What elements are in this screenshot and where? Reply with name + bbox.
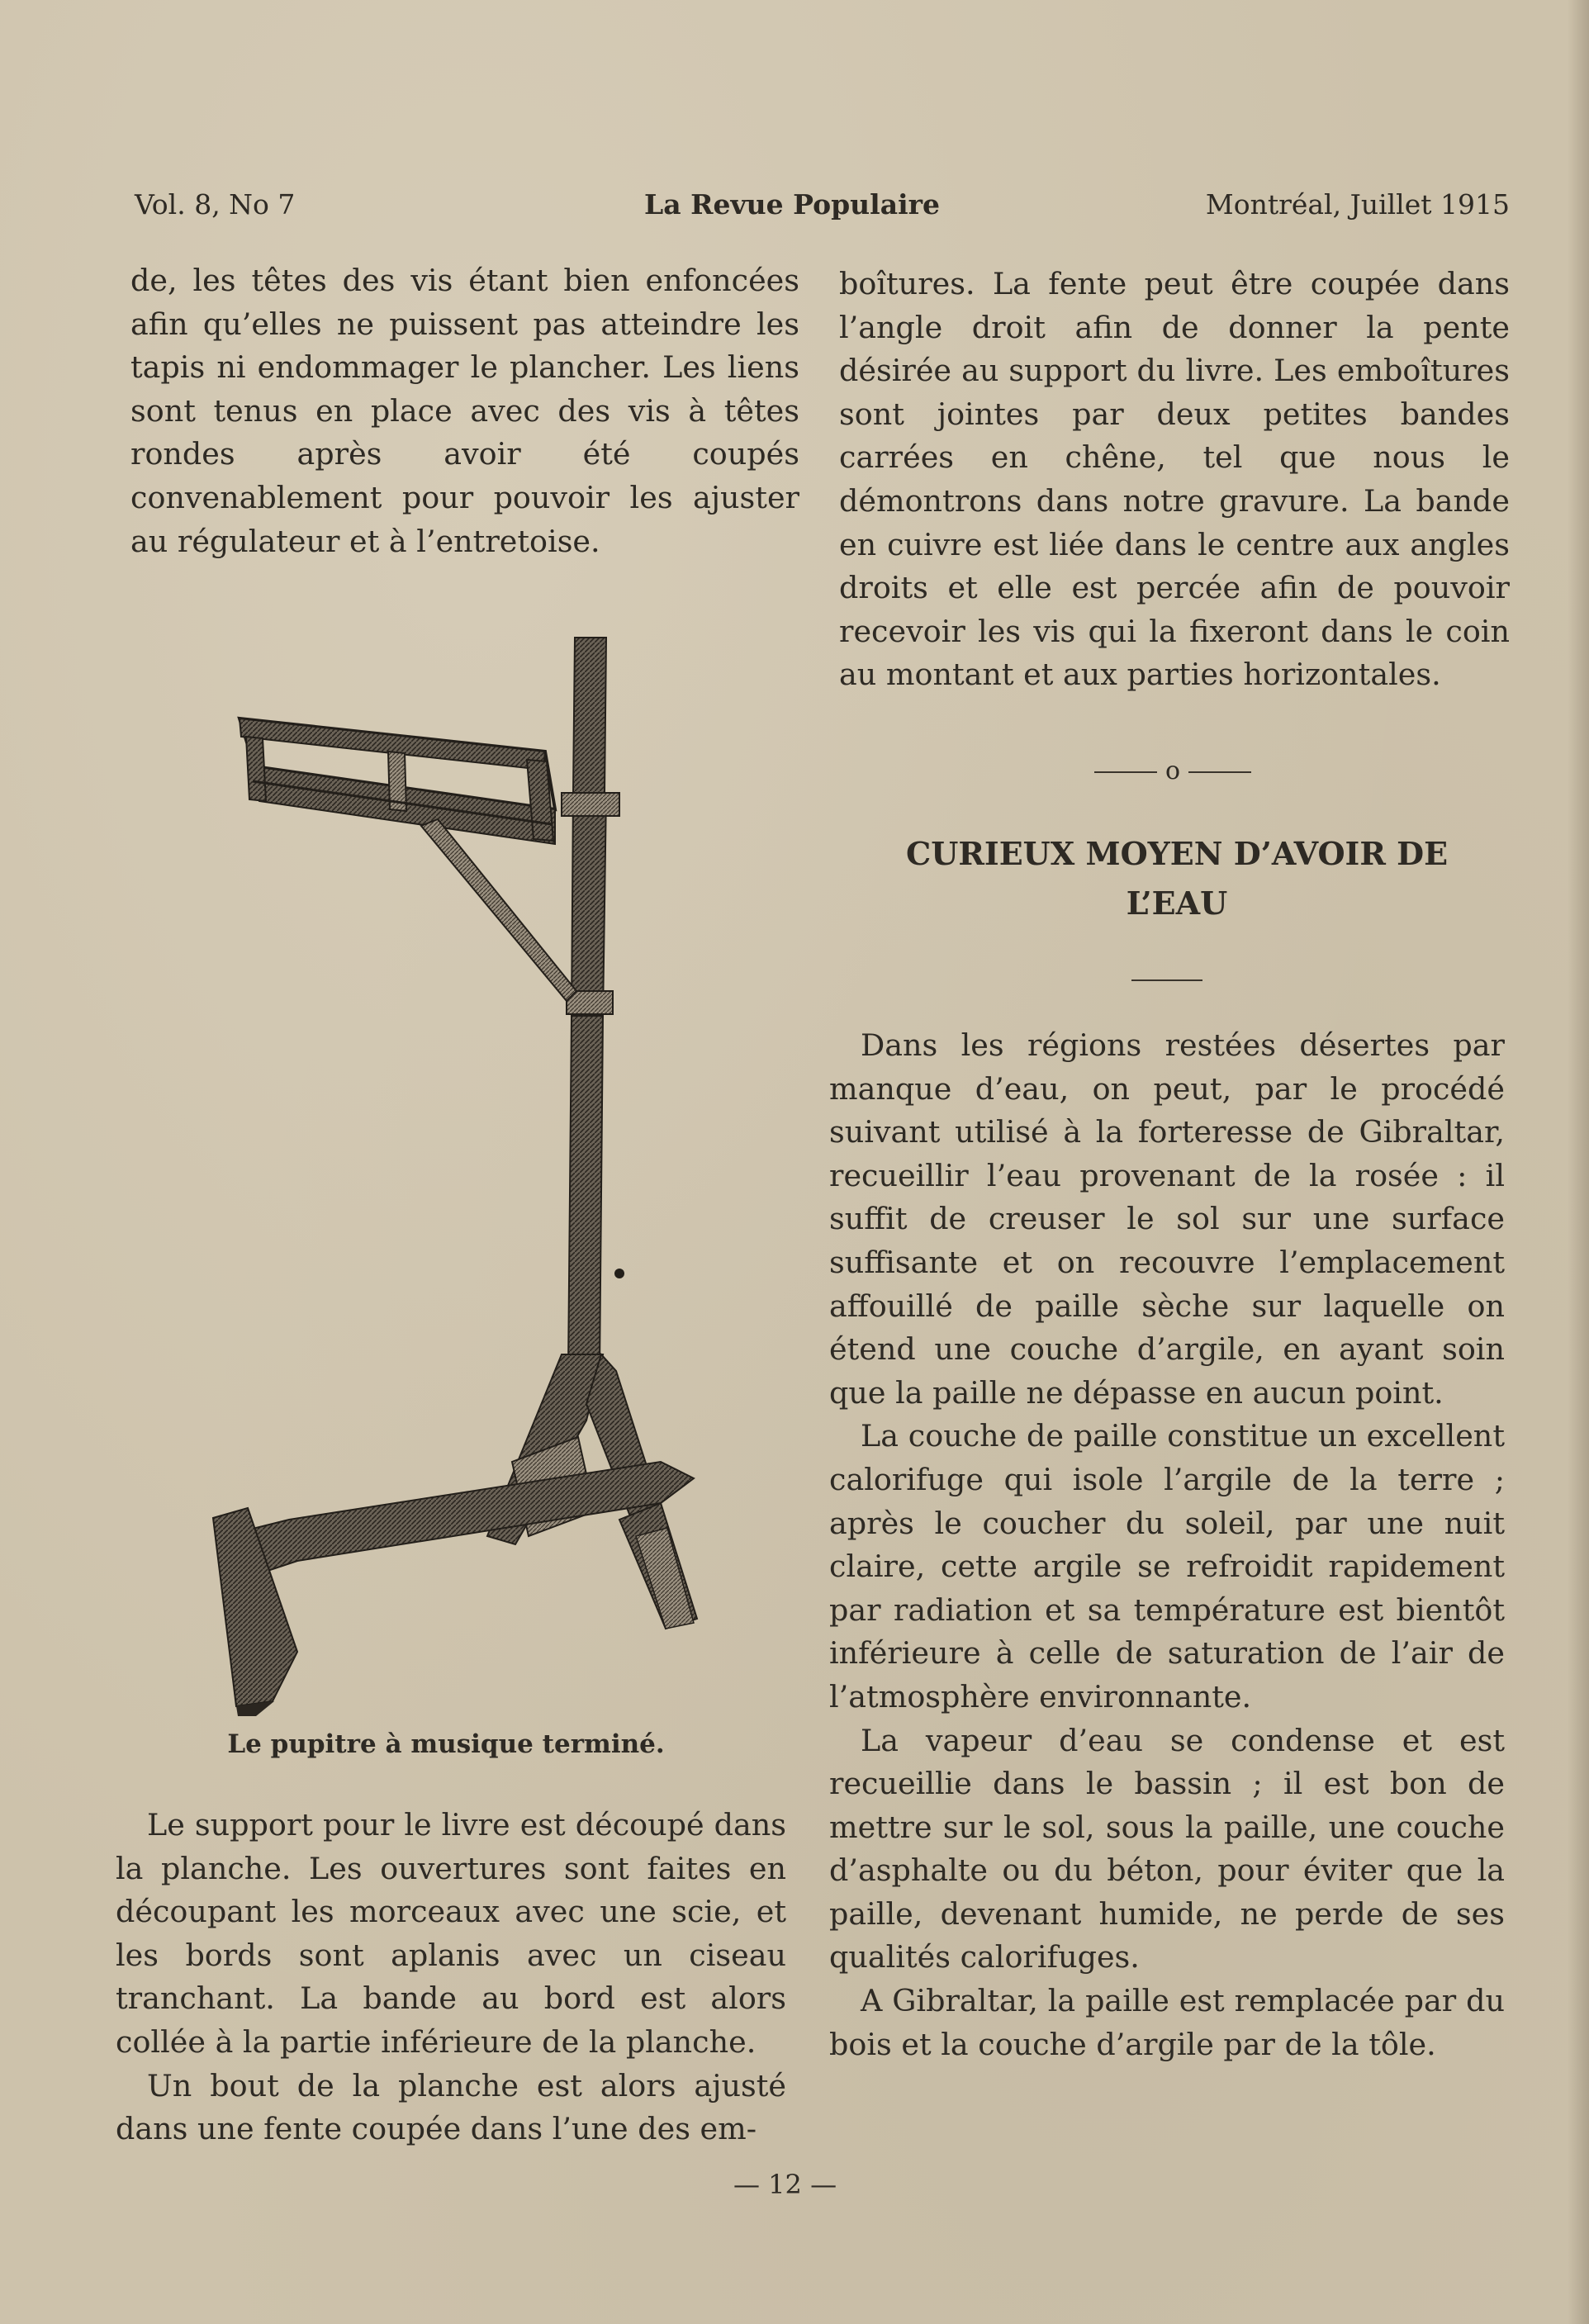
paragraph: Dans les régions restées désertes par manque d’eau, on peut, par le procédé suivant utilisé à la forteresse de Gibraltar, recueillir l’eau provenant de la rosée : il suffit de creuser le sol sur une surface suffisante et on recouvre l’emplacement affouillé de paille sèche sur laquelle on étend une couche d’argile, en ayant soin que la paille ne dépasse en aucun point. xyxy=(829,1027,1505,1411)
paragraph: La vapeur d’eau se condense et est recueillie dans le bassin ; il est bon de mettre sur le sol, sous la paille, une couche d’asphalte ou du béton, pour éviter que la paille, devenant humide, ne perde de ses qualités calorifuges. xyxy=(829,1722,1505,1975)
figure-caption: Le pupitre à musique terminé. xyxy=(227,1729,665,1759)
paragraph: de, les têtes des vis étant bien enfoncées afin qu’elles ne puissent pas atteindre les tapis ni endommager le plancher. Les liens sont tenus en place avec des vis à têtes rondes après avoir été coupés convenablement pour pouvoir les ajuster au régulateur et à l’entretoise. xyxy=(130,263,799,559)
header-place-date: Montréal, Juillet 1915 xyxy=(1205,188,1510,221)
article-title: CURIEUX MOYEN D’AVOIR DE L’EAU xyxy=(905,835,1449,922)
music-stand-drawing xyxy=(198,628,727,1718)
paragraph: Un bout de la planche est alors ajusté dans une fente coupée dans l’une des em- xyxy=(116,2067,786,2147)
title-underline-rule xyxy=(1131,979,1202,981)
paragraph: La couche de paille constitue un excellent calorifuge qui isole l’argile de la terre ; après le coucher du soleil, par une nuit claire, cette argile se refroidit rapidement par radiation et sa température est bientôt inférieure à celle de saturation de l’air de l’atmosphère environnante. xyxy=(829,1418,1505,1715)
article-body xyxy=(829,1024,1505,2066)
header-volume: Vol. 8, No 7 xyxy=(135,188,296,221)
running-header xyxy=(132,188,1511,230)
divider-mark: o xyxy=(1164,756,1181,785)
section-divider xyxy=(1082,756,1264,785)
left-column-top-text xyxy=(130,259,799,563)
paragraph: boîtures. La fente peut être coupée dans l’angle droit afin de donner la pente désirée au support du livre. Les emboîtures sont jointes par deux petites bandes carrées en chêne, tel que nous le démontrons dans notre gravure. La bande en cuivre est liée dans le centre aux angles droits et elle est percée afin de pouvoir recevoir les vis qui la fixeront dans le coin au montant et aux parties horizontales. xyxy=(839,266,1510,693)
divider-rule-right xyxy=(1188,771,1251,773)
music-stand-illustration xyxy=(198,628,727,1718)
paragraph: Le support pour le livre est découpé dans la planche. Les ouvertures sont faites en découpant les morceaux avec une scie, et les bords sont aplanis avec un ciseau tranchant. La bande au bord est alors collée à la partie inférieure de la planche. xyxy=(116,1807,786,2060)
header-magazine-title: La Revue Populaire xyxy=(644,188,940,221)
left-column-bottom-text xyxy=(116,1804,786,2151)
paragraph: A Gibraltar, la paille est remplacée par du bois et la couche d’argile par de la tôle. xyxy=(829,1983,1505,2062)
page-number-value: 12 xyxy=(768,2169,802,2200)
page-number: — 12 — xyxy=(733,2169,837,2200)
divider-rule-left xyxy=(1094,771,1157,773)
page-edge-shadow xyxy=(1568,0,1589,2324)
right-column-top-text xyxy=(839,263,1510,697)
